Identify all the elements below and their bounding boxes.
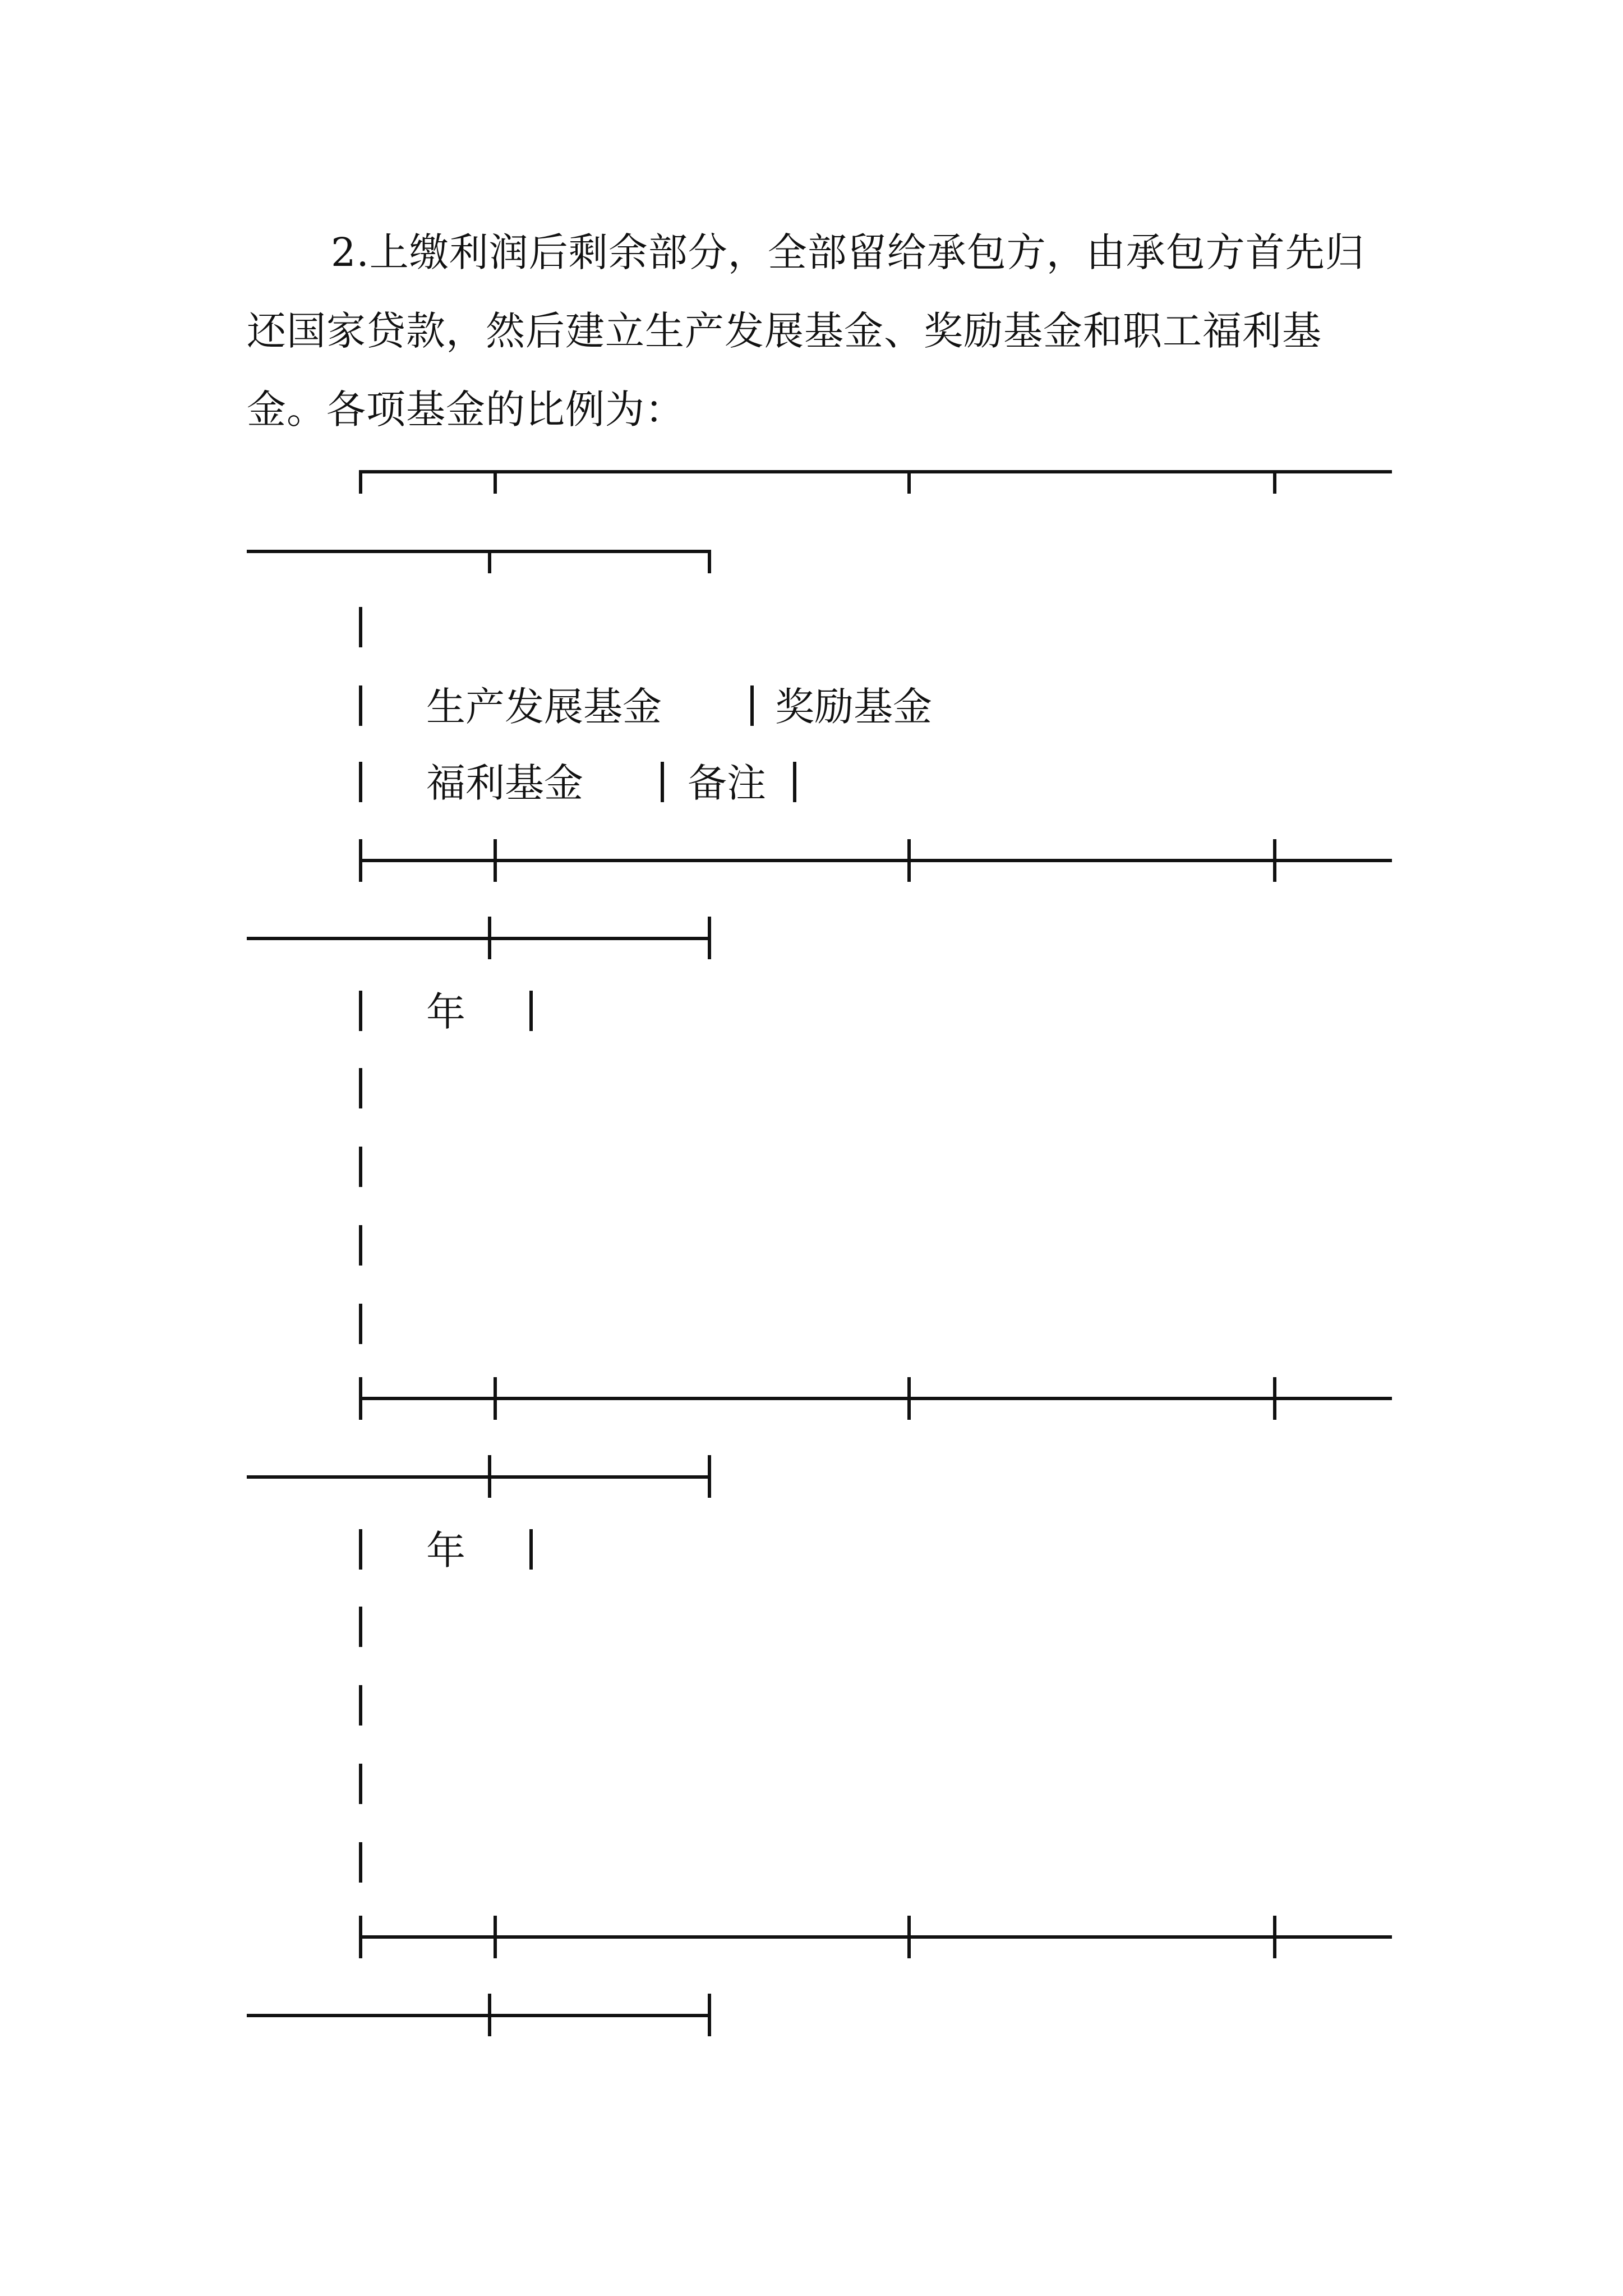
header-divider-2 xyxy=(661,762,664,802)
separator-1-rule-a xyxy=(359,859,1392,862)
row-2-divider xyxy=(529,1529,533,1570)
separator-1-tick-1 xyxy=(494,839,497,882)
row-1-left-border xyxy=(359,991,362,1031)
separator-3-tick-4 xyxy=(488,1994,491,2036)
separator-3-tick-right xyxy=(708,1994,711,2036)
row-2-left-border-5 xyxy=(359,1842,362,1883)
separator-1-tick-right xyxy=(708,917,711,959)
paragraph-text: 2.上缴利润后剩余部分，全部留给承包方，由承包方首先归还国家贷款，然后建立生产发展基金、奖励基金和职工福利基金。各项基金的比例为： xyxy=(247,229,1365,432)
separator-2-rule-a xyxy=(359,1397,1392,1400)
table-top-tick-1 xyxy=(494,470,497,494)
header-cell-reward-fund: 奖励基金 xyxy=(775,684,932,730)
separator-1-tick-2 xyxy=(907,839,911,882)
row-2-year-label: 年 xyxy=(426,1527,465,1573)
row-1-left-border-4 xyxy=(359,1225,362,1266)
separator-2-rule-b xyxy=(247,1475,708,1479)
row-2-left-border xyxy=(359,1529,362,1570)
table-top-rule-a xyxy=(359,470,1392,473)
table-top-corner-right xyxy=(708,550,711,573)
table-top-corner-left xyxy=(359,470,362,494)
header-cell-remarks: 备注 xyxy=(688,760,766,806)
header-divider-3 xyxy=(793,762,796,802)
separator-1-tick-4 xyxy=(488,917,491,959)
separator-3-tick-left xyxy=(359,1916,362,1958)
separator-3-tick-2 xyxy=(907,1916,911,1958)
separator-2-tick-2 xyxy=(907,1377,911,1420)
header-cell-production-fund: 生产发展基金 xyxy=(426,684,662,730)
row-2-left-border-3 xyxy=(359,1685,362,1726)
separator-3-tick-3 xyxy=(1273,1916,1276,1958)
row-1-year-label: 年 xyxy=(426,989,465,1035)
separator-3-tick-1 xyxy=(494,1916,497,1958)
header-left-border-3 xyxy=(359,762,362,802)
separator-1-rule-b xyxy=(247,937,708,940)
row-2-left-border-2 xyxy=(359,1607,362,1647)
separator-2-tick-3 xyxy=(1273,1377,1276,1420)
table-top-tick-2 xyxy=(907,470,911,494)
row-1-divider xyxy=(529,991,533,1031)
separator-1-tick-left xyxy=(359,839,362,882)
fund-ratio-paragraph xyxy=(247,213,1391,449)
separator-3-rule-b xyxy=(247,2014,708,2017)
header-divider-1 xyxy=(750,685,754,726)
table-top-tick-3 xyxy=(1273,470,1276,494)
separator-2-tick-1 xyxy=(494,1377,497,1420)
table-top-rule-b xyxy=(247,550,708,553)
separator-2-tick-left xyxy=(359,1377,362,1420)
separator-2-tick-right xyxy=(708,1455,711,1498)
header-left-border-2 xyxy=(359,685,362,726)
row-2-left-border-4 xyxy=(359,1764,362,1804)
row-1-left-border-2 xyxy=(359,1068,362,1108)
separator-1-tick-3 xyxy=(1273,839,1276,882)
row-1-left-border-3 xyxy=(359,1147,362,1187)
separator-3-rule-a xyxy=(359,1935,1392,1939)
header-cell-welfare-fund: 福利基金 xyxy=(426,760,583,806)
header-left-border-1 xyxy=(359,607,362,647)
row-1-left-border-5 xyxy=(359,1304,362,1344)
table-top-tick-4 xyxy=(488,550,491,573)
separator-2-tick-4 xyxy=(488,1455,491,1498)
